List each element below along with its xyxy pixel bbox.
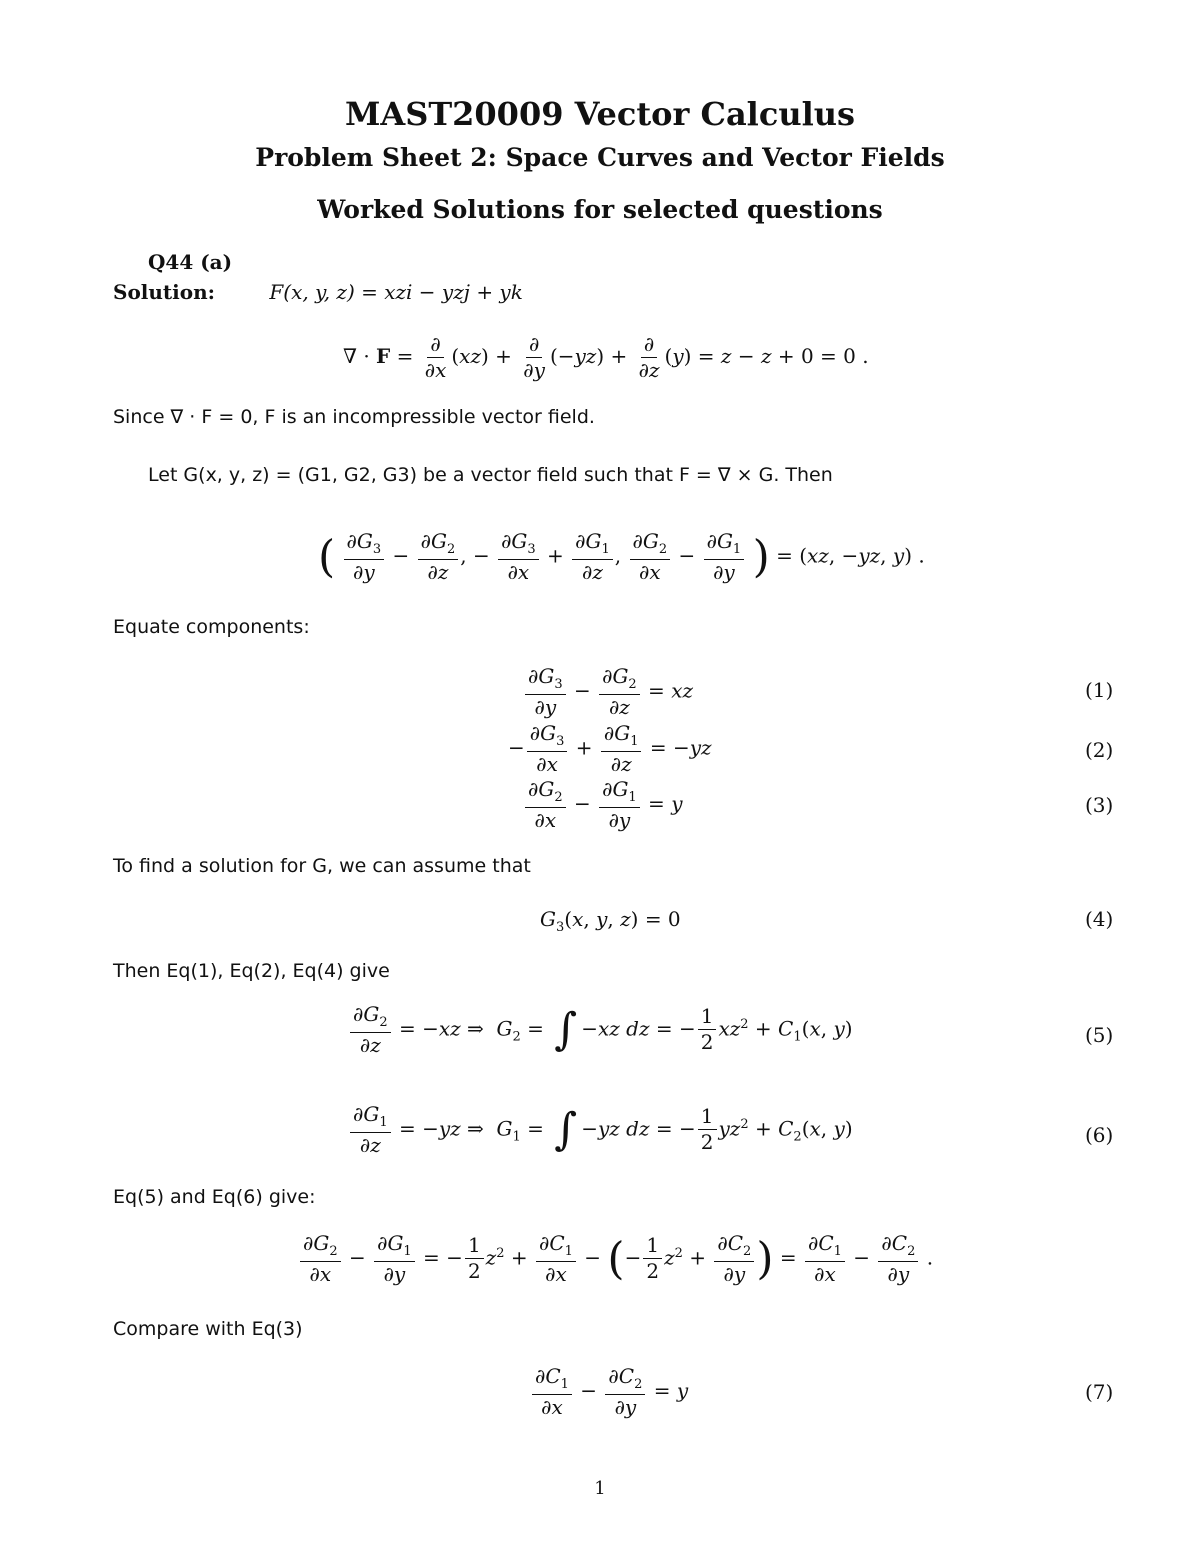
field-definition: F(x, y, z) = xzi − yzj + yk <box>269 280 523 304</box>
equation-number-1: (1) <box>1085 678 1114 702</box>
let-g-statement: Let G(x, y, z) = (G1, G2, G3) be a vector field such that F = ∇ × G. Then <box>148 464 833 486</box>
then-eq-text: Then Eq(1), Eq(2), Eq(4) give <box>113 960 390 982</box>
equation-text-store <box>0 0 1 1</box>
question-label: Q44 (a) <box>148 250 233 274</box>
equation-number-4: (4) <box>1085 907 1114 931</box>
eq5-eq6-text: Eq(5) and Eq(6) give: <box>113 1186 316 1208</box>
equation-5: $\frac{\partial G_2}{\partial z}$ = −xz ⇒ $G_2$ = ∫ −xz dz = − $\frac{1}{2}$ $xz^2 + C_1(x$, y) <box>348 1003 853 1057</box>
equation-number-6: (6) <box>1085 1123 1114 1147</box>
solution-label: Solution: <box>113 280 216 304</box>
equation-number-2: (2) <box>1085 738 1114 762</box>
solution-line <box>113 280 523 304</box>
equation-7: $\frac{\partial C_1}{\partial x}$ − $\frac{\partial C_2}{\partial y}$ = y <box>530 1365 688 1419</box>
equation-6: $\frac{\partial G_1}{\partial z}$ = −yz ⇒ $G_1$ = ∫ −yz dz = − $\frac{1}{2}$ $yz^2 + C_2(x$, y) <box>348 1103 853 1157</box>
equation-2: − $\frac{\partial G_3}{\partial x}$ + $\frac{\partial G_1}{\partial z}$ = −yz <box>508 721 712 776</box>
page-number: 1 <box>594 1478 606 1499</box>
page-subtitle: Problem Sheet 2: Space Curves and Vector Fields <box>255 143 945 172</box>
equation-4: $G_3(x$, y, z) = 0 <box>540 907 681 935</box>
divergence-equation: ∇ · F = $\frac{\partial}{\partial x}$ (xz) + $\frac{\partial}{\partial y}$ (−yz) + $\frac{\partial}{\partial z}$ (y) = z − z + 0 = 0 . <box>343 332 869 382</box>
combined-equation: $\frac{\partial G_2}{\partial x}$ − $\frac{\partial G_1}{\partial y}$ = − $\frac{1}{2}$ $z^2$ + $\frac{\partial C_1}{\partial x}$ − (− $\frac{1}{2}$ $z^2$ + $\frac{\partial C_2}{\partial y}$ ) = $\frac{\partial C_1}{\partial x}$ − $\frac{\partial C_2}{\partial y}$ . <box>298 1232 933 1286</box>
equation-number-5: (5) <box>1085 1023 1114 1047</box>
page-subtitle-secondary: Worked Solutions for selected questions <box>317 195 883 224</box>
equation-number-7: (7) <box>1085 1380 1114 1404</box>
equation-3: $\frac{\partial G_2}{\partial x}$ − $\frac{\partial G_1}{\partial y}$ = y <box>523 778 683 832</box>
equation-number-3: (3) <box>1085 793 1114 817</box>
curl-system-equation: ( $\frac{\partial G_3}{\partial y}$ − $\frac{\partial G_2}{\partial z}$ , − $\frac{\partial G_3}{\partial x}$ + $\frac{\partial G_1}{\partial z}$ , $\frac{\partial G_2}{\partial x}$ − $\frac{\partial G_1}{\partial y}$ ) = (xz, −yz, y) . <box>318 529 925 584</box>
to-find-text: To find a solution for G, we can assume that <box>113 855 531 877</box>
incompressible-statement: Since ∇ · F = 0, F is an incompressible vector field. <box>113 406 595 428</box>
page-title: MAST20009 Vector Calculus <box>344 95 856 133</box>
divergence-text <box>0 0 1 1</box>
equate-components-text: Equate components: <box>113 616 310 638</box>
equation-1: $\frac{\partial G_3}{\partial y}$ − $\frac{\partial G_2}{\partial z}$ = xz <box>523 665 693 719</box>
compare-text: Compare with Eq(3) <box>113 1318 303 1340</box>
